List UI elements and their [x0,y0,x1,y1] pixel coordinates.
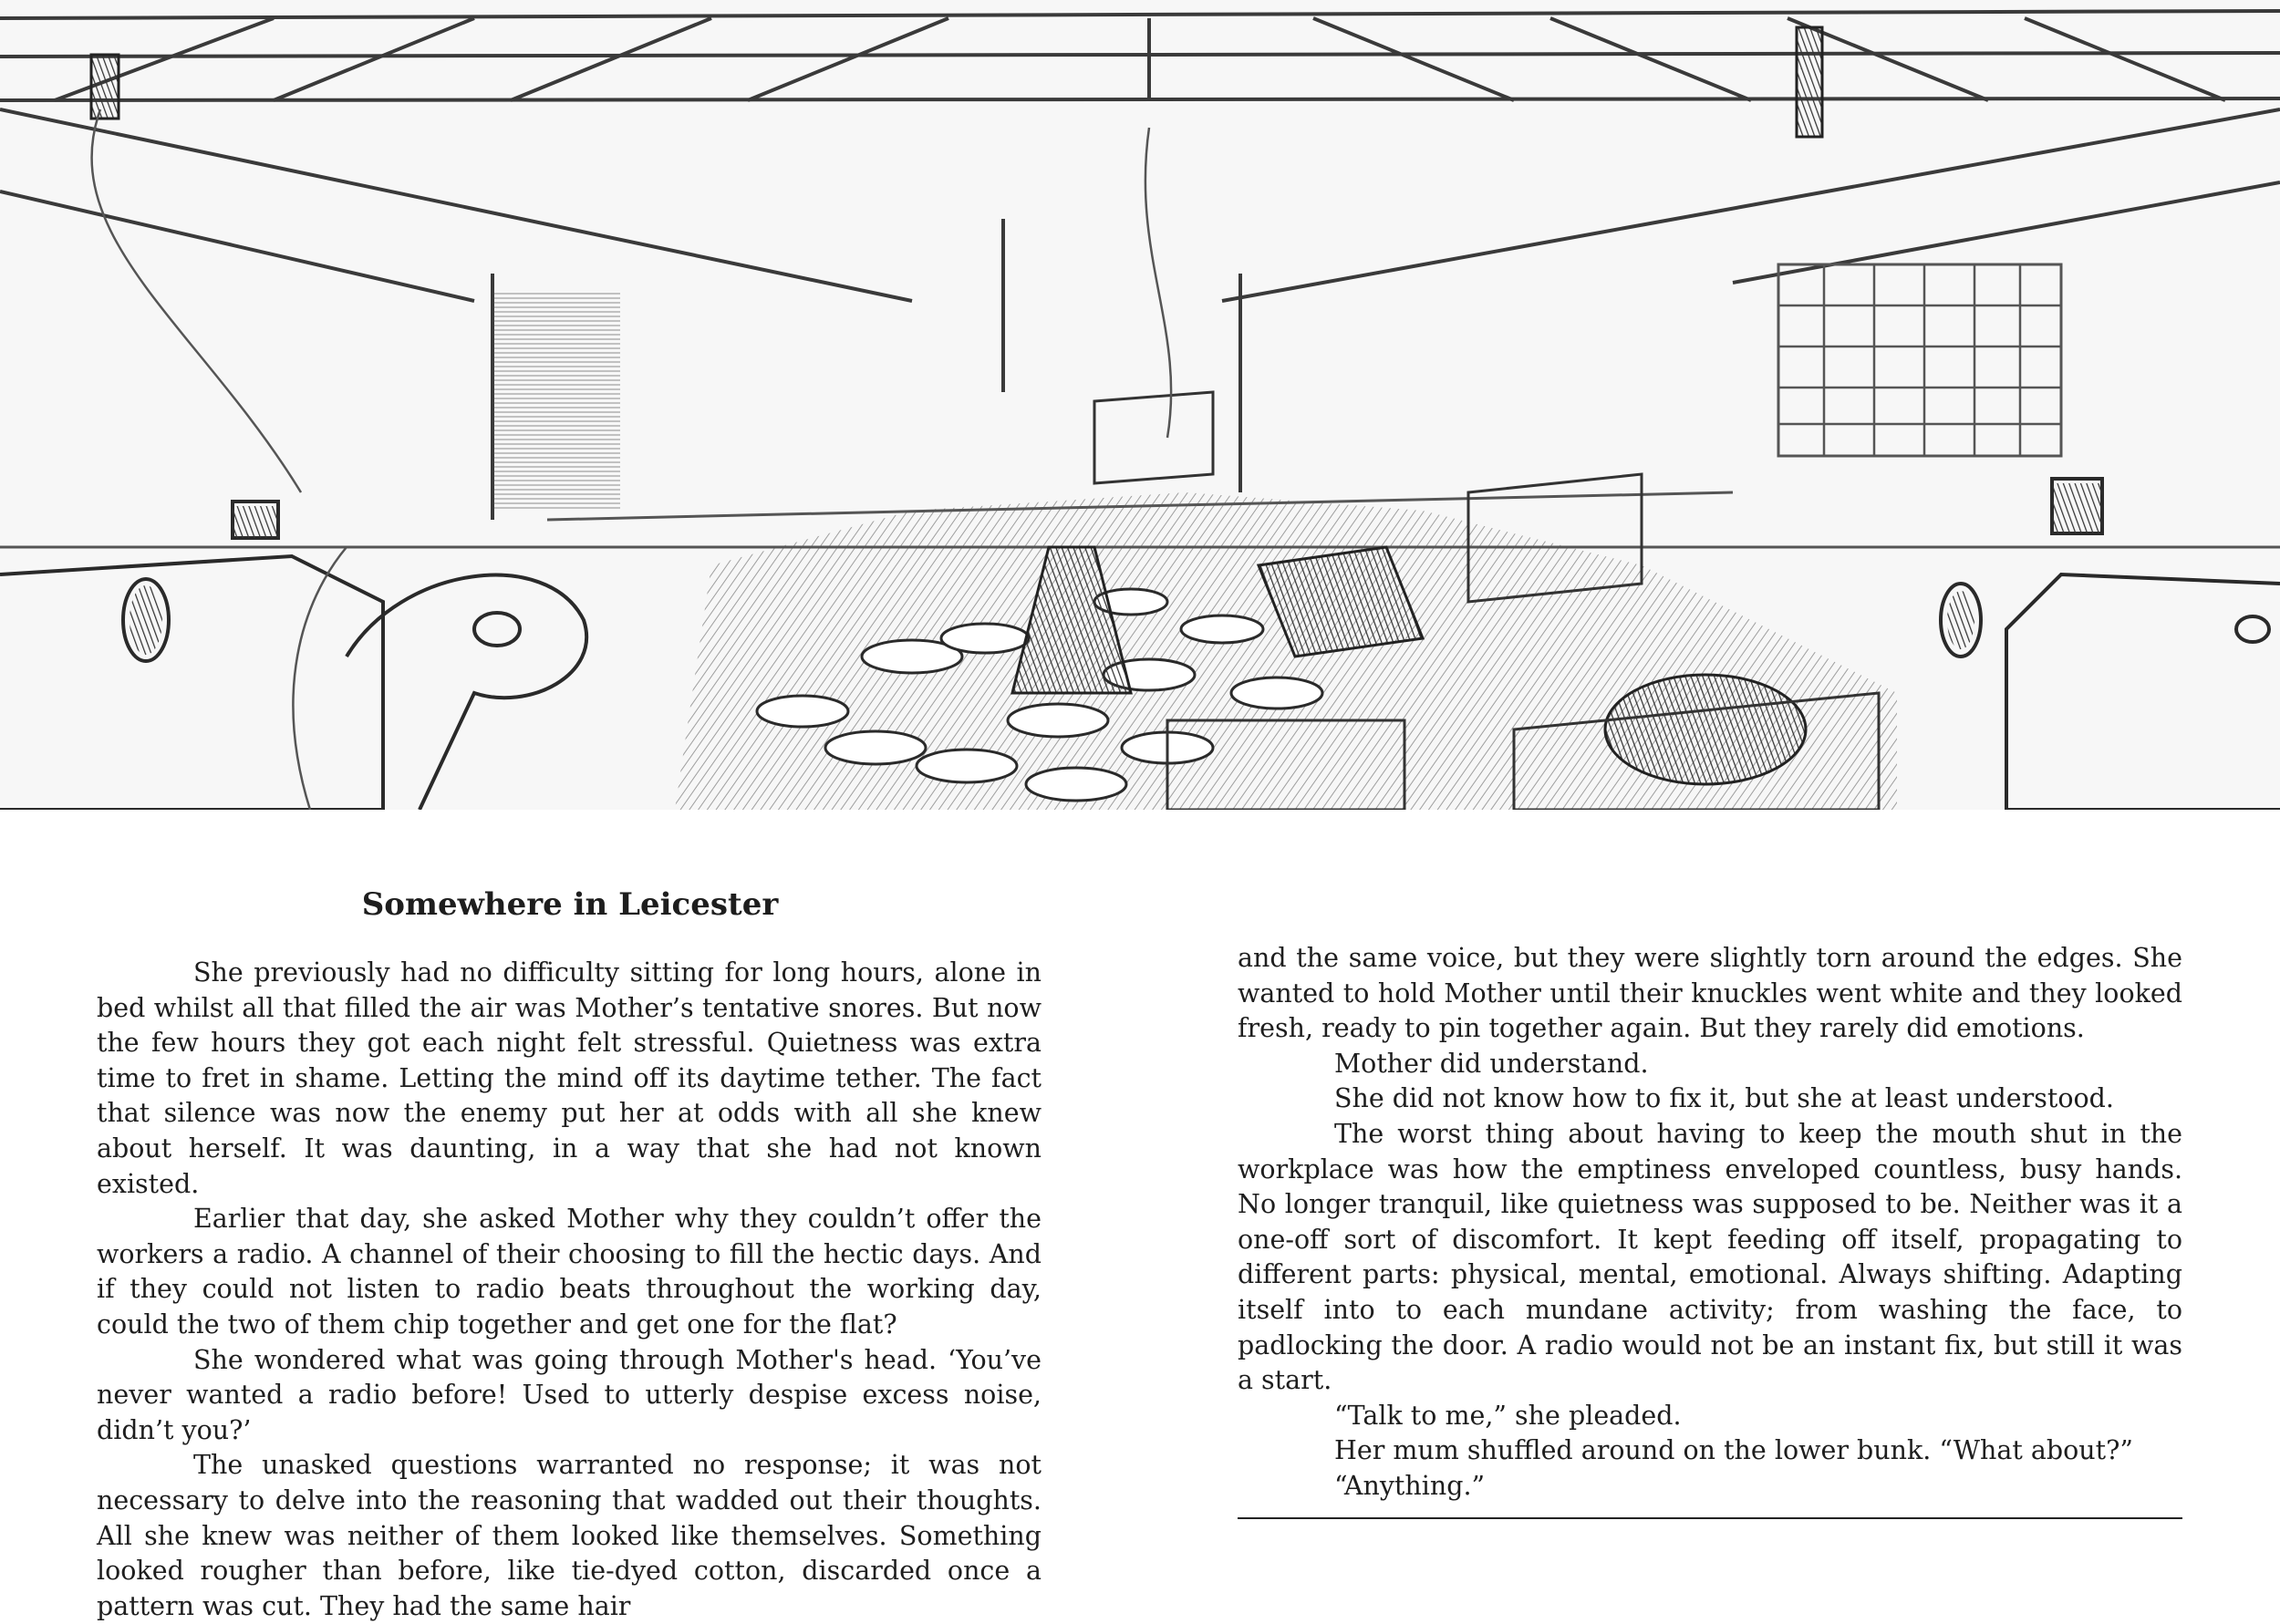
section-end-rule [1238,1517,2182,1519]
paragraph: Mother did understand. [1334,1048,1649,1079]
paragraph: The unasked questions warranted no response; it was not necessary to delve into the reasoning that wadded out their thoughts. All she knew was neither of them looked like themselves. Something looked rougher than before, like tie-dyed cotton, discarded once a pattern was cut. They had the same hair [97,1450,1042,1621]
factory-sketch-icon [0,0,2280,810]
page-title: Somewhere in Leicester [361,886,779,923]
paragraph: The worst thing about having to keep the mouth shut in the workplace was how the emptiness enveloped countless, busy hands. No longer tranquil, like quietness was supposed to be. Neither was it a one-off sort of discomfort. It kept feeding off itself, propagating to different parts: physical, mental, emotional. Always shifting. Adapting itself into to each mundane activity; from washing the face, to padlocking the door. A radio would not be an instant fix, but still it was a start. [1238,1118,2182,1396]
text-column-right [1238,941,2182,1505]
paragraph: She wondered what was going through Mother's head. ‘You’ve never wanted a radio before! Used to utterly despise excess noise, didn’t you?’ [97,1344,1042,1445]
text-column-left [97,956,1042,1624]
paragraph: Her mum shuffled around on the lower bunk. “What about?” [1334,1435,2133,1466]
paragraph: She did not know how to fix it, but she at least understood. [1334,1083,2114,1114]
paragraph-continuation: and the same voice, but they were slightly torn around the edges. She wanted to hold Mother until their knuckles went white and they looked fresh, ready to pin together again. But they rarely did emotions. [1238,943,2182,1044]
paragraph: Earlier that day, she asked Mother why they couldn’t offer the workers a radio. A channel of their choosing to fill the hectic days. And if they could not listen to radio beats throughout the working day, could the two of them chip together and get one for the flat? [97,1204,1042,1340]
paragraph: She previously had no difficulty sitting for long hours, alone in bed whilst all that filled the air was Mother’s tentative snores. But now the few hours they got each night felt stressful. Quietness was extra time to fret in shame. Letting the mind off its daytime tether. The fact that silence was now the enemy put her at odds with all she knew about herself. It was daunting, in a way that she had not known existed. [97,957,1042,1199]
paragraph: “Talk to me,” she pleaded. [1334,1400,1682,1431]
factory-illustration [0,0,2280,810]
paragraph: “Anything.” [1334,1470,1486,1501]
